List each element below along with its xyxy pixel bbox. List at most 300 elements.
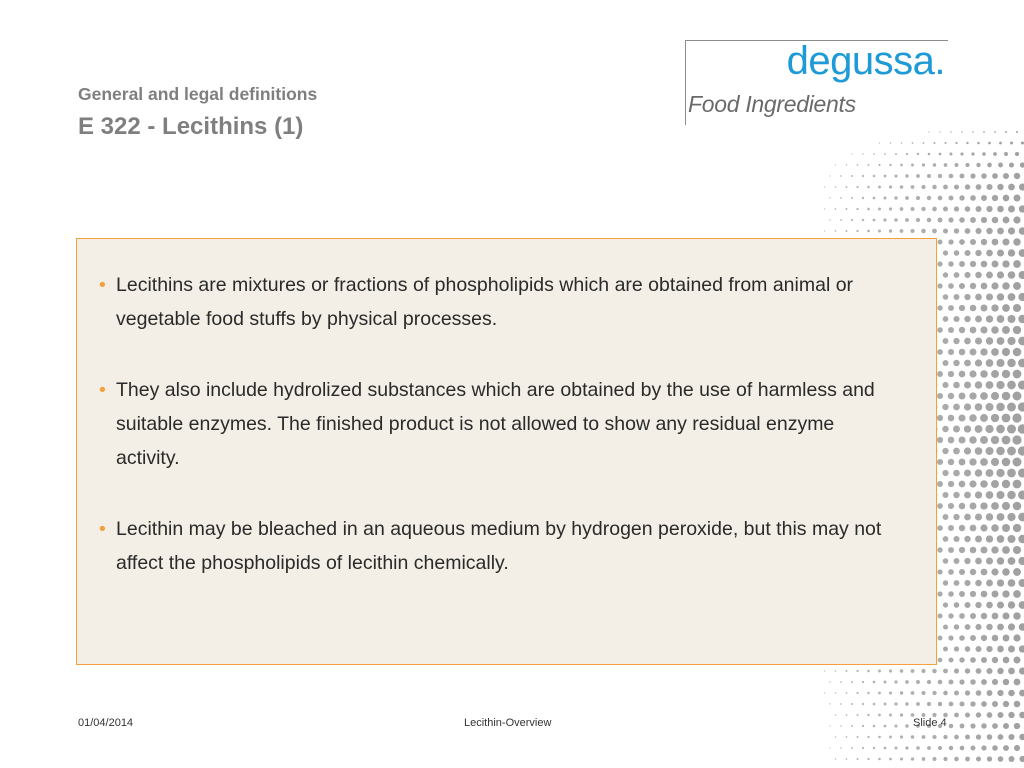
halftone-dot — [1003, 217, 1010, 224]
halftone-dot — [970, 349, 977, 356]
halftone-dot — [969, 392, 976, 399]
halftone-dot — [1013, 216, 1020, 223]
halftone-dot — [960, 152, 963, 155]
halftone-dot — [894, 680, 897, 683]
halftone-dot — [1018, 468, 1024, 477]
halftone-dot — [922, 757, 926, 761]
halftone-dot — [948, 481, 954, 487]
halftone-dot — [992, 195, 998, 201]
halftone-dot — [878, 714, 881, 717]
halftone-dot — [981, 657, 987, 663]
halftone-dot — [1008, 623, 1015, 630]
halftone-dot — [991, 436, 999, 444]
halftone-dot — [943, 250, 948, 255]
halftone-dot — [943, 735, 947, 739]
halftone-dot — [911, 691, 915, 695]
halftone-dot — [1018, 293, 1024, 301]
halftone-dot — [1005, 131, 1007, 133]
halftone-dot — [884, 175, 887, 178]
halftone-dot — [953, 426, 960, 433]
halftone-dot — [878, 186, 881, 189]
halftone-dot — [980, 326, 987, 333]
halftone-dot — [835, 714, 837, 716]
halftone-dot — [1018, 402, 1024, 411]
halftone-dot — [948, 569, 954, 575]
halftone-dot — [1008, 249, 1015, 256]
halftone-dot — [953, 382, 960, 389]
halftone-dot — [840, 747, 842, 749]
halftone-dot — [954, 668, 959, 673]
bullet-item — [99, 373, 899, 475]
halftone-dot — [969, 458, 976, 465]
halftone-dot — [1014, 723, 1020, 729]
halftone-dot — [1016, 131, 1018, 133]
halftone-dot — [900, 229, 904, 233]
halftone-dot — [1009, 756, 1015, 762]
halftone-dot — [992, 701, 998, 707]
halftone-dot — [991, 348, 999, 356]
halftone-dot — [911, 207, 915, 211]
halftone-dot — [948, 349, 954, 355]
halftone-dot — [959, 283, 965, 289]
halftone-dot — [938, 636, 943, 641]
halftone-dot — [1002, 304, 1010, 312]
halftone-dot — [1008, 601, 1015, 608]
bullet-icon: • — [99, 518, 106, 540]
halftone-dot — [835, 208, 837, 210]
halftone-dot — [900, 185, 904, 189]
halftone-dot — [1013, 238, 1020, 245]
halftone-dot — [937, 327, 943, 333]
halftone-dot — [954, 646, 959, 651]
halftone-dot — [905, 218, 909, 222]
degussa-logo — [685, 40, 948, 125]
halftone-dot — [1013, 612, 1020, 619]
halftone-dot — [921, 185, 925, 189]
halftone-dot — [1014, 173, 1020, 179]
halftone-dot — [916, 218, 920, 222]
halftone-dot — [970, 327, 977, 334]
bullet-text: Lecithins are mixtures or fractions of phospholipids which are obtained from animal or vegetable food stuffs by physical processes. — [116, 274, 854, 330]
halftone-dot — [937, 591, 942, 596]
halftone-dot — [981, 569, 988, 576]
halftone-dot — [889, 691, 892, 694]
halftone-dot — [1008, 271, 1016, 279]
halftone-dot — [992, 239, 999, 246]
halftone-dot — [1008, 646, 1015, 653]
halftone-dot — [980, 370, 988, 378]
halftone-dot — [911, 757, 914, 760]
halftone-dot — [1003, 173, 1009, 179]
halftone-dot — [976, 668, 982, 674]
halftone-dot — [1002, 502, 1010, 510]
halftone-dot — [1008, 293, 1016, 301]
halftone-dot — [1007, 535, 1015, 543]
halftone-dot — [1018, 513, 1024, 522]
halftone-dot — [1002, 370, 1010, 378]
halftone-dot — [954, 558, 960, 564]
halftone-dot — [981, 679, 987, 685]
halftone-dot — [948, 525, 954, 531]
halftone-dot — [1002, 590, 1009, 597]
halftone-dot — [959, 349, 966, 356]
halftone-dot — [955, 142, 957, 144]
halftone-dot — [986, 250, 993, 257]
bullet-list — [99, 268, 899, 617]
halftone-dot — [986, 513, 993, 520]
halftone-dot — [851, 153, 852, 154]
halftone-dot — [991, 502, 999, 510]
halftone-dot — [986, 602, 993, 609]
halftone-dot — [1003, 635, 1010, 642]
halftone-dot — [932, 185, 936, 189]
halftone-dot — [975, 381, 982, 388]
halftone-dot — [954, 294, 960, 300]
halftone-dot — [895, 747, 898, 750]
halftone-dot — [975, 294, 982, 301]
halftone-dot — [958, 436, 965, 443]
halftone-dot — [1002, 326, 1010, 334]
halftone-dot — [996, 469, 1004, 477]
halftone-dot — [986, 469, 994, 477]
halftone-dot — [992, 723, 998, 729]
halftone-dot — [965, 757, 970, 762]
halftone-dot — [889, 669, 892, 672]
halftone-dot — [954, 228, 959, 233]
halftone-dot — [986, 624, 993, 631]
halftone-dot — [975, 447, 983, 455]
halftone-dot — [862, 197, 864, 199]
bullet-text: They also include hydrolized substances which are obtained by the use of harmless and suitable enzymes. The finished product is not allowed to show any residual enzyme activity. — [116, 379, 875, 469]
halftone-dot — [846, 164, 847, 165]
halftone-dot — [981, 173, 987, 179]
halftone-dot — [878, 758, 881, 761]
halftone-dot — [1007, 359, 1015, 367]
halftone-dot — [1002, 436, 1011, 445]
halftone-dot — [992, 613, 999, 620]
halftone-dot — [993, 152, 997, 156]
halftone-dot — [1007, 315, 1015, 323]
halftone-dot — [868, 164, 870, 166]
halftone-dot — [954, 757, 959, 762]
halftone-dot — [948, 305, 954, 311]
halftone-dot — [1007, 513, 1015, 521]
halftone-dot — [927, 174, 931, 178]
halftone-dot — [1002, 414, 1011, 423]
halftone-dot — [992, 173, 998, 179]
halftone-dot — [1002, 546, 1010, 554]
halftone-dot — [954, 713, 959, 718]
halftone-dot — [970, 283, 976, 289]
halftone-dot — [910, 229, 914, 233]
halftone-dot — [959, 239, 965, 245]
halftone-dot — [829, 681, 830, 682]
halftone-dot — [981, 701, 987, 707]
halftone-dot — [965, 184, 970, 189]
halftone-dot — [975, 250, 981, 256]
halftone-dot — [991, 480, 999, 488]
halftone-dot — [824, 208, 825, 209]
halftone-dot — [981, 591, 988, 598]
halftone-dot — [948, 591, 954, 597]
halftone-dot — [975, 272, 982, 279]
halftone-dot — [862, 681, 864, 683]
halftone-dot — [975, 536, 982, 543]
halftone-dot — [964, 272, 970, 278]
halftone-dot — [927, 680, 931, 684]
halftone-dot — [986, 184, 992, 190]
halftone-dot — [912, 142, 914, 144]
halftone-dot — [948, 239, 953, 244]
halftone-dot — [937, 415, 943, 421]
halftone-dot — [1015, 152, 1019, 156]
halftone-dot — [934, 142, 936, 144]
halftone-dot — [840, 681, 842, 683]
halftone-dot — [992, 635, 999, 642]
halftone-dot — [997, 249, 1004, 256]
halftone-dot — [959, 525, 965, 531]
halftone-dot — [829, 175, 830, 176]
halftone-dot — [981, 239, 987, 245]
halftone-dot — [867, 208, 870, 211]
halftone-dot — [923, 142, 925, 144]
halftone-dot — [1004, 152, 1008, 156]
halftone-dot — [878, 670, 881, 673]
halftone-dot — [900, 735, 903, 738]
halftone-dot — [1019, 734, 1024, 740]
halftone-dot — [986, 337, 993, 344]
halftone-dot — [1007, 424, 1016, 433]
halftone-dot — [980, 348, 987, 355]
halftone-dot — [942, 404, 948, 410]
halftone-dot — [1018, 337, 1024, 346]
halftone-dot — [991, 524, 999, 532]
bullet-icon: • — [99, 274, 106, 296]
halftone-dot — [965, 250, 971, 256]
halftone-dot — [1013, 304, 1021, 312]
halftone-dot — [976, 184, 982, 190]
halftone-dot — [1009, 162, 1014, 167]
logo-brand-text: degussa. — [786, 39, 945, 83]
halftone-dot — [862, 703, 864, 705]
halftone-dot — [1012, 435, 1021, 444]
halftone-dot — [1007, 381, 1016, 390]
halftone-dot — [997, 557, 1004, 564]
halftone-dot — [894, 174, 897, 177]
halftone-dot — [1019, 271, 1024, 279]
halftone-dot — [948, 459, 954, 465]
halftone-dot — [894, 196, 897, 199]
halftone-dot — [976, 690, 982, 696]
halftone-dot — [1013, 656, 1020, 663]
halftone-dot — [965, 624, 971, 630]
halftone-dot — [996, 491, 1004, 499]
halftone-dot — [959, 481, 966, 488]
halftone-dot — [916, 174, 920, 178]
halftone-dot — [965, 712, 970, 717]
halftone-dot — [987, 163, 992, 168]
halftone-dot — [953, 470, 960, 477]
halftone-dot — [996, 381, 1004, 389]
halftone-dot — [889, 229, 892, 232]
halftone-dot — [939, 131, 940, 132]
halftone-dot — [969, 370, 976, 377]
halftone-dot — [954, 691, 959, 696]
halftone-dot — [1019, 601, 1024, 609]
halftone-dot — [862, 747, 864, 749]
halftone-dot — [938, 658, 943, 663]
halftone-dot — [997, 690, 1003, 696]
halftone-dot — [964, 558, 970, 564]
halftone-dot — [900, 691, 903, 694]
halftone-dot — [937, 613, 942, 618]
halftone-dot — [985, 425, 993, 433]
halftone-dot — [970, 261, 976, 267]
halftone-dot — [857, 758, 859, 760]
halftone-dot — [1002, 458, 1011, 467]
halftone-dot — [944, 142, 946, 144]
halftone-dot — [975, 425, 983, 433]
halftone-dot — [965, 602, 971, 608]
halftone-dot — [954, 272, 960, 278]
halftone-dot — [949, 746, 953, 750]
halftone-dot — [856, 186, 858, 188]
halftone-dot — [937, 547, 942, 552]
halftone-dot — [938, 746, 942, 750]
halftone-dot — [933, 163, 936, 166]
bullet-item — [99, 268, 899, 336]
halftone-dot — [1019, 690, 1024, 697]
halftone-dot — [829, 219, 831, 221]
halftone-dot — [954, 624, 959, 629]
halftone-dot — [867, 670, 870, 673]
halftone-dot — [981, 723, 986, 728]
halftone-dot — [937, 503, 943, 509]
halftone-dot — [986, 315, 993, 322]
halftone-dot — [846, 736, 848, 738]
halftone-dot — [927, 196, 931, 200]
halftone-dot — [975, 580, 982, 587]
halftone-dot — [906, 153, 908, 155]
halftone-dot — [856, 230, 858, 232]
halftone-dot — [1013, 348, 1022, 357]
halftone-dot — [878, 208, 881, 211]
halftone-dot — [851, 175, 853, 177]
halftone-dot — [889, 714, 892, 717]
halftone-dot — [954, 602, 960, 608]
halftone-dot — [997, 337, 1005, 345]
halftone-dot — [970, 547, 977, 554]
halftone-dot — [840, 197, 842, 199]
halftone-dot — [981, 261, 988, 268]
halftone-dot — [992, 679, 998, 685]
halftone-dot — [916, 746, 920, 750]
halftone-dot — [937, 283, 942, 288]
halftone-dot — [943, 602, 948, 607]
halftone-dot — [862, 175, 864, 177]
halftone-dot — [960, 746, 965, 751]
halftone-dot — [948, 283, 954, 289]
halftone-dot — [970, 613, 976, 619]
halftone-dot — [992, 657, 998, 663]
halftone-dot — [873, 197, 876, 200]
halftone-dot — [987, 756, 992, 761]
halftone-dot — [884, 703, 887, 706]
halftone-dot — [905, 174, 908, 177]
halftone-dot — [986, 381, 994, 389]
halftone-dot — [873, 153, 875, 155]
halftone-dot — [992, 591, 999, 598]
halftone-dot — [937, 437, 943, 443]
halftone-dot — [846, 186, 848, 188]
halftone-dot — [987, 734, 993, 740]
halftone-dot — [932, 691, 936, 695]
halftone-dot — [1008, 579, 1016, 587]
halftone-dot — [846, 758, 848, 760]
halftone-dot — [1013, 480, 1022, 489]
halftone-dot — [942, 382, 948, 388]
halftone-dot — [856, 714, 858, 716]
halftone-dot — [835, 758, 836, 759]
halftone-dot — [1019, 623, 1024, 631]
halftone-dot — [867, 714, 869, 716]
halftone-dot — [955, 163, 959, 167]
halftone-dot — [900, 757, 903, 760]
halftone-dot — [884, 153, 886, 155]
halftone-dot — [905, 680, 909, 684]
halftone-dot — [1013, 634, 1020, 641]
halftone-dot — [889, 758, 892, 761]
halftone-dot — [950, 131, 951, 132]
halftone-dot — [922, 163, 925, 166]
halftone-dot — [981, 283, 988, 290]
halftone-dot — [942, 426, 949, 433]
halftone-dot — [958, 414, 965, 421]
halftone-dot — [1018, 424, 1024, 434]
halftone-dot — [980, 392, 988, 400]
halftone-dot — [959, 547, 965, 553]
halftone-dot — [948, 393, 954, 399]
halftone-dot — [975, 228, 981, 234]
halftone-dot — [916, 196, 920, 200]
halftone-dot — [981, 217, 987, 223]
halftone-dot — [873, 703, 876, 706]
halftone-dot — [840, 219, 842, 221]
halftone-dot — [981, 547, 988, 554]
halftone-dot — [943, 558, 949, 564]
halftone-dot — [959, 657, 964, 662]
halftone-dot — [1002, 348, 1010, 356]
halftone-dot — [996, 359, 1004, 367]
halftone-dot — [856, 692, 858, 694]
halftone-dot — [942, 360, 948, 366]
halftone-dot — [942, 448, 948, 454]
halftone-dot — [911, 185, 915, 189]
halftone-dot — [983, 131, 985, 133]
halftone-dot — [943, 624, 948, 629]
halftone-dot — [879, 142, 880, 143]
halftone-dot — [975, 602, 981, 608]
halftone-dot — [1007, 447, 1016, 456]
halftone-dot — [969, 436, 977, 444]
halftone-dot — [922, 735, 926, 739]
halftone-dot — [943, 338, 949, 344]
halftone-dot — [840, 175, 842, 177]
halftone-dot — [998, 163, 1003, 168]
halftone-dot — [894, 218, 898, 222]
halftone-dot — [965, 163, 969, 167]
halftone-dot — [851, 747, 853, 749]
